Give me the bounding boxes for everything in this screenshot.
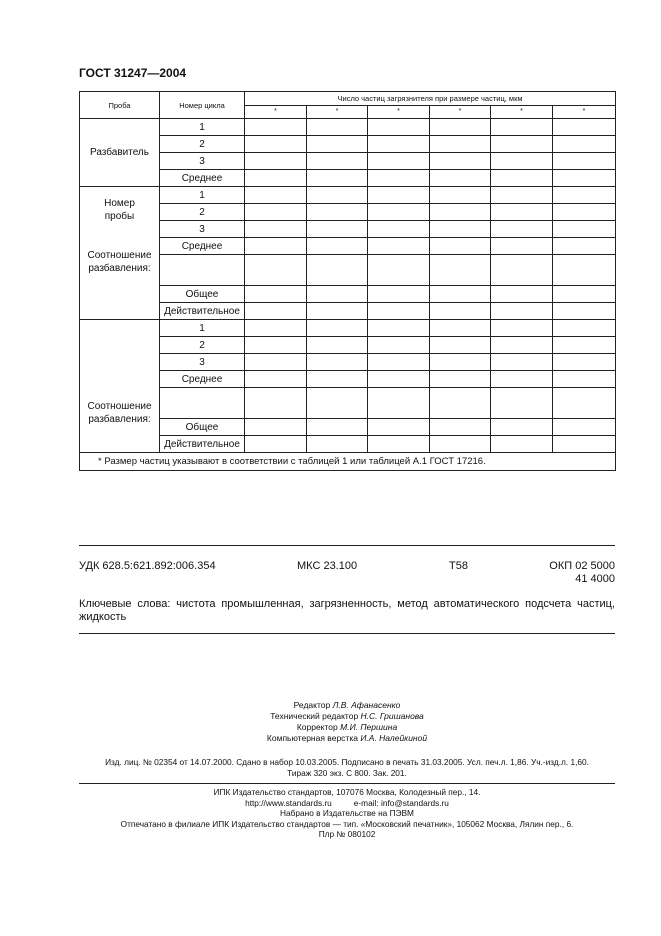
empty-cell (160, 388, 245, 419)
layout-name: И.А. Налейкиной (360, 733, 428, 743)
size-mark: * (307, 106, 368, 119)
imprint-block (79, 787, 615, 840)
sample-number-label: Номер пробы (104, 198, 135, 222)
header-cycle-number: Номер цикла (160, 92, 245, 119)
t-code: Т58 (449, 560, 468, 572)
cycle-average: Среднее (160, 371, 245, 388)
cycle-average: Среднее (160, 170, 245, 187)
dilution-total: Общее (160, 419, 245, 436)
udk-code: УДК 628.5:621.892:006.354 (79, 560, 216, 572)
cycle-average: Среднее (160, 238, 245, 255)
website-link[interactable]: http://www.standards.ru (245, 797, 332, 808)
dilution-actual: Действительное (160, 303, 245, 320)
imprint-license: Плр № 080102 (318, 829, 376, 839)
header-particle-count: Число частиц загрязнителя при размере частиц, мкм (245, 92, 616, 106)
email-link[interactable]: e-mail: info@standards.ru (353, 797, 449, 808)
size-mark: * (245, 106, 307, 119)
imprint-contacts (79, 798, 615, 809)
corrector-name: М.И. Першина (340, 722, 398, 732)
editor-name: Л.В. Афанасенко (332, 700, 401, 710)
keywords: Ключевые слова: чистота промышленная, загрязненность, метод автоматического подсчета частиц, жидкость (79, 598, 615, 623)
corrector-role: Корректор (296, 722, 338, 732)
table-footnote: * Размер частиц указывают в соответствии с таблицей 1 или таблицей А.1 ГОСТ 17216. (80, 453, 616, 471)
imprint-typeset: Набрано в Издательстве на ПЭВМ (280, 808, 414, 818)
corrector-line (79, 722, 615, 733)
size-mark: * (430, 106, 491, 119)
dilution-total: Общее (160, 286, 245, 303)
sample-label-cell (80, 320, 160, 453)
publication-line-1: Изд. лиц. № 02354 от 14.07.2000. Сдано в набор 10.03.2005. Подписано в печать 31.03.2005. Усл. печ.л. 1,86. Уч.-изд.л. 1,60. (105, 757, 589, 767)
dilution-actual: Действительное (160, 436, 245, 453)
editor-line (79, 700, 615, 711)
size-mark: * (491, 106, 553, 119)
okp-line-2: 41 4000 (575, 573, 615, 585)
publication-info (79, 757, 615, 779)
imprint-address: ИПК Издательство стандартов, 107076 Москва, Колодезный пер., 14. (213, 787, 481, 797)
dilution-ratio-label: Соотношение разбавления: (87, 250, 152, 274)
cycle-number: 3 (160, 153, 245, 170)
page-title: ГОСТ 31247—2004 (79, 66, 187, 80)
okp-line-1: ОКП 02 5000 (549, 560, 615, 572)
imprint-printed: Отпечатано в филиале ИПК Издательство стандартов — тип. «Московский печатник», 105062 Москва, Лялин пер., 6. (120, 818, 574, 829)
cycle-number: 2 (160, 204, 245, 221)
editor-role: Редактор (293, 700, 331, 710)
particle-count-table (79, 91, 616, 471)
sample-label-cell (80, 187, 160, 320)
size-mark: * (368, 106, 430, 119)
tech-editor-line (79, 711, 615, 722)
tech-editor-name: Н.С. Гришанова (360, 711, 424, 721)
dilution-ratio-label: Соотношение разбавления: (87, 401, 152, 425)
header-sample: Проба (80, 92, 160, 119)
cycle-number: 2 (160, 136, 245, 153)
cycle-number: 1 (160, 187, 245, 204)
divider (79, 783, 615, 784)
cycle-number: 1 (160, 320, 245, 337)
cycle-number: 2 (160, 337, 245, 354)
layout-line (79, 733, 615, 744)
divider (79, 545, 615, 546)
diluent-label: Разбавитель (80, 119, 160, 187)
cycle-number: 3 (160, 354, 245, 371)
okp-code (520, 560, 615, 586)
size-mark: * (553, 106, 616, 119)
divider (79, 633, 615, 634)
layout-role: Компьютерная верстка (266, 733, 358, 743)
publication-line-2: Тираж 320 экз. С 800. Зак. 201. (287, 768, 407, 778)
mks-code: МКС 23.100 (297, 560, 358, 572)
tech-editor-role: Технический редактор (270, 711, 359, 721)
cycle-number: 1 (160, 119, 245, 136)
empty-cell (160, 255, 245, 286)
editors-block (79, 700, 615, 744)
cycle-number: 3 (160, 221, 245, 238)
